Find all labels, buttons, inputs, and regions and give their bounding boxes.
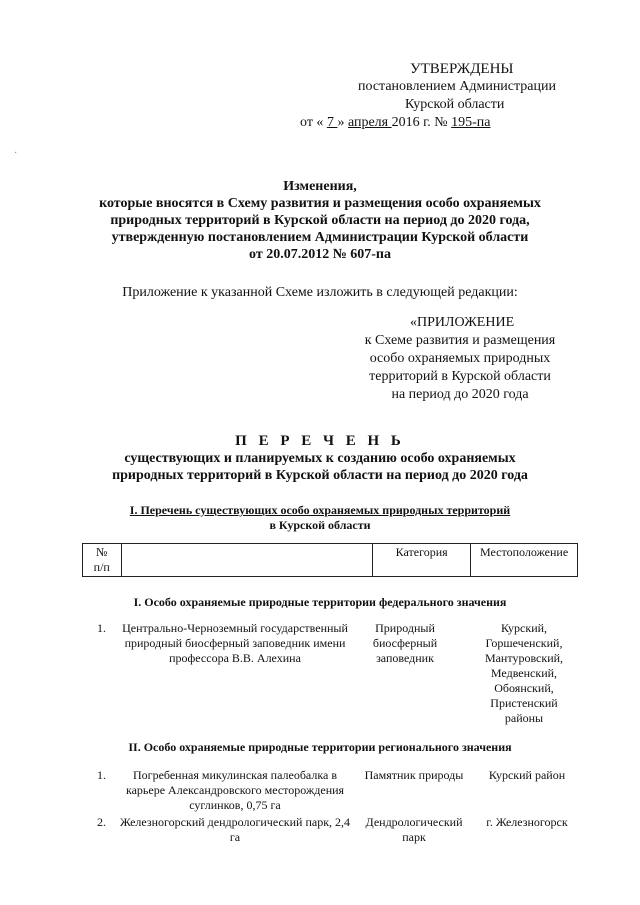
header-num-label: №	[96, 545, 108, 559]
row-num: 2.	[97, 815, 106, 829]
heading-line2: которые вносятся в Схему развития и размещения особо охраняемых	[99, 196, 541, 211]
perechen-line3: природных территорий в Курской области на период до 2020 года	[112, 468, 528, 483]
row-num: 1.	[97, 621, 106, 635]
approval-line3: Курской области	[405, 97, 505, 112]
header-num	[83, 544, 122, 577]
appendix-line4: территорий в Курской области	[369, 369, 551, 384]
intro-text: Приложение к указанной Схеме изложить в следующей редакции:	[122, 285, 518, 300]
row-name: Центрально-Черноземный государственный природный биосферный заповедник имени профессора В.В. Алехина	[122, 621, 348, 665]
appendix-line2: к Схеме развития и размещения	[364, 333, 556, 348]
heading-line1: Изменения,	[283, 179, 357, 194]
date-mid: »	[337, 115, 345, 130]
heading-line3: природных территорий в Курской области на период до 2020 года,	[110, 213, 530, 228]
regional-title: II. Особо охраняемые природные территории регионального значения	[128, 740, 512, 754]
section1-heading	[100, 503, 540, 533]
date-day: 7	[326, 115, 338, 130]
section1-line2: в Курской области	[269, 518, 371, 532]
row-category: Дендрологический парк	[365, 815, 463, 844]
perechen-line2: существующих и планируемых к созданию особо охраняемых	[124, 451, 516, 466]
perechen-title: П Е Р Е Ч Е Н Ь	[235, 433, 405, 449]
row-name: Железногорский дендрологический парк, 2,4 га	[119, 815, 351, 844]
approval-title: УТВЕРЖДЕНЫ	[410, 61, 514, 77]
decree-number: 195-па	[451, 115, 491, 130]
row-num: 1.	[97, 768, 106, 782]
header-num-label2: п/п	[93, 560, 110, 574]
row-category: Памятник природы	[364, 768, 464, 782]
row-location: Курский, Горшеченский, Мантуровский, Медвенский, Обоянский, Пристенский районы	[484, 621, 564, 725]
approval-date-line	[300, 114, 570, 132]
header-name	[121, 544, 373, 577]
header-location: Местоположение	[471, 544, 578, 577]
perechen-heading	[80, 433, 560, 484]
section1-line1: I. Перечень существующих особо охраняемых природных территорий	[129, 503, 511, 517]
row-name: Погребенная микулинская палеобалка в карьере Александровского месторождения суглинков, 0,75 га	[125, 768, 345, 812]
date-year: 2016 г. №	[391, 115, 448, 130]
approval-block	[300, 60, 570, 132]
federal-title: I. Особо охраняемые природные территории федерального значения	[133, 595, 507, 609]
header-category: Категория	[373, 544, 471, 577]
appendix-line1: «ПРИЛОЖЕНИЕ	[410, 315, 515, 330]
approval-line2: постановлением Администрации	[358, 79, 556, 94]
date-prefix: от «	[300, 115, 324, 130]
margin-mark: ·	[14, 148, 18, 159]
row-category: Природный биосферный заповедник	[372, 621, 438, 665]
table-header	[82, 543, 578, 577]
appendix-line3: особо охраняемых природных	[369, 351, 551, 366]
date-month: апреля	[347, 115, 392, 130]
appendix-line5: на период до 2020 года	[391, 387, 529, 402]
row-location: г. Железногорск	[486, 815, 568, 829]
row-location: Курский район	[488, 768, 566, 782]
heading-line5: от 20.07.2012 № 607-па	[249, 247, 391, 262]
heading-line4: утвержденную постановлением Администрации Курской области	[111, 230, 529, 245]
changes-heading	[80, 178, 560, 263]
appendix-block	[355, 314, 565, 404]
